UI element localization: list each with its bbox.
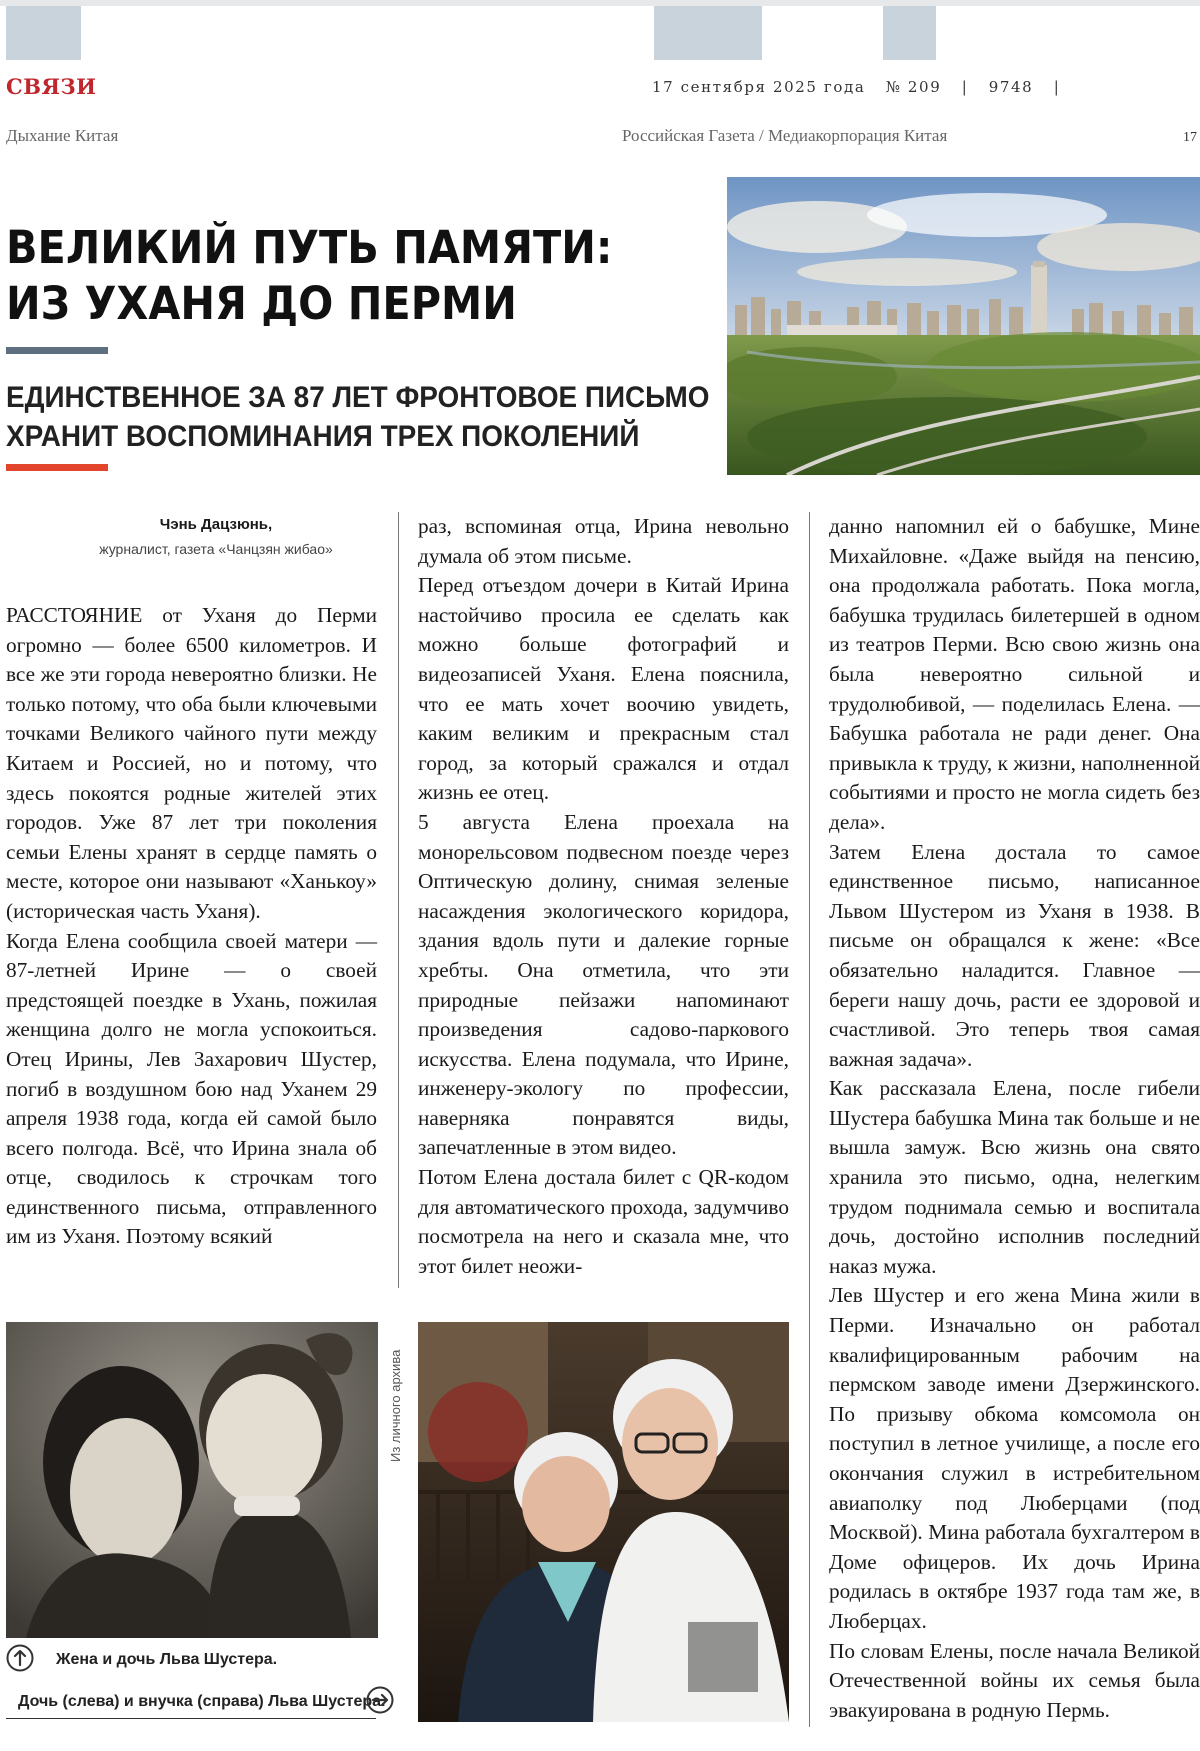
headline [6,220,650,332]
header-tab-block [883,6,936,60]
caption-2 [6,1684,398,1720]
caption-1 [6,1642,386,1678]
article-column-2 [418,512,789,1281]
header-tab-block [654,6,762,60]
subheadline [6,378,713,456]
paragraph: Когда Елена сообщила своей матери — 87-летней Ирине — о своей предстоящей поездке в Ухань, пожилая женщина долго не могла успокоиться. Отец Ирины, Лев Захарович Шустер, погиб в воздушном бою над Уханем 29 апреля 1938 года, когда ей самой было всего полгода. Всё, что Ирина знала об отце, сводилось к строчкам того единственного письма, отправленного им из Уханя. Поэтому всякий [6,928,377,1249]
arrow-up-icon [6,1644,34,1672]
paragraph: данно напомнил ей о бабушке, Мине Михайловне. «Даже выйдя на пенсию, она продолжала работать. Пока могла, бабушка трудилась билетершей в одном из театров Перми. Всю свою жизнь она была невероятно сильной и трудолюбивой, — поделилась Елена. — Бабушка работала не ради денег. Она привыкла к труду, к жизни, наполненной событиями и просто не могла сидеть без дела». [829,514,1200,834]
header-tab-block [6,6,81,60]
paragraph: Потом Елена достала билет с QR-кодом для автоматического прохода, задумчиво посмотрела на него и сказала мне, что этот билет неожи- [418,1165,789,1278]
dateline [652,78,1074,96]
separator: | [961,78,969,96]
paragraph: РАССТОЯНИЕ от Уханя до Перми огромно — более 6500 километров. И все же эти города невероятно близки. Не только потому, что оба были ключевыми точками Великого чайного пути между Китаем и Россией, но и потому, что здесь покоятся родные жителей этих городов. Уже 87 лет три поколения семьи Елены хранят в сердце память о месте, которое они называют «Ханькоу» (историческая часть Уханя). [6,603,377,923]
column-divider [398,512,399,1288]
rubric: Дыхание Китая [6,126,119,145]
archive-photo-wife-and-daughter [6,1322,378,1638]
section-name: СВЯЗИ [6,74,97,99]
issue-date: 17 сентября 2025 года [652,78,866,96]
headline-rule [6,347,108,354]
page-number: 17 [1183,130,1197,145]
column-divider [809,512,810,1727]
photo-daughter-and-granddaughter [418,1322,789,1722]
total-number: 9748 [988,78,1034,96]
arrow-right-icon [366,1686,394,1714]
subhead-line-2: ХРАНИТ ВОСПОМИНАНИЯ ТРЕХ ПОКОЛЕНИЙ [6,420,640,453]
byline [6,516,386,557]
headline-line-2: ИЗ УХАНЯ ДО ПЕРМИ [6,277,517,330]
article-column-1 [6,601,377,1252]
author-name: Чэнь Дацзюнь, [159,516,273,533]
paragraph: Как рассказала Елена, после гибели Шустера бабушка Мина так больше и не вышла замуж. Всю жизнь она свято хранила это письмо, одна, нелегким трудом поднимала семью и воспитала дочь, достойно исполнив последний наказ мужа. [829,1076,1200,1278]
author-role: журналист, газета «Чанцзян жибао» [99,541,333,557]
caption-rule [6,1718,376,1719]
caption-text: Дочь (слева) и внучка (справа) Льва Шустера. [18,1693,386,1710]
subhead-line-1: ЕДИНСТВЕННОЕ ЗА 87 ЛЕТ ФРОНТОВОЕ ПИСЬМО [6,381,710,414]
paragraph: Перед отъездом дочери в Китай Ирина настойчиво просила ее сделать как можно больше фотографий и видеозаписей Уханя. Елена пояснила, что ее мать хочет воочию увидеть, каким великим и прекрасным стал город, за который сражался и отдал жизнь ее отец. [418,573,789,805]
subhead-rule [6,464,108,471]
paragraph: По словам Елены, после начала Великой Отечественной войны их семья была эвакуирована в родную Пермь. [829,1638,1200,1722]
masthead: Российская Газета / Медиакорпорация Китая [622,126,948,145]
paragraph: 5 августа Елена проехала на монорельсовом подвесном поезде через Оптическую долину, снимая зеленые насаждения экологического коридора, здания вдоль пути и далекие горные хребты. Она отметила, что эти природные пейзажи напоминают произведения садово-паркового искусства. Елена подумала, что Ирине, инженеру-экологу по профессии, наверняка понравятся виды, запечатленные в этом видео. [418,809,789,1160]
hero-photo-wuhan-skyline [727,177,1200,475]
top-bar [0,0,1200,6]
paragraph: раз, вспоминая отца, Ирина невольно думала об этом письме. [418,514,789,568]
paragraph: Затем Елена достала то самое единственное письмо, написанное Львом Шустером из Уханя в 1938. В письме он обращался к жене: «Все обязательно наладится. Главное — береги нашу дочь, расти ее здоровой и счастливой. Это теперь твоя самая важная задача». [829,839,1200,1071]
headline-line-1: ВЕЛИКИЙ ПУТЬ ПАМЯТИ: [6,221,613,274]
issue-number: № 209 [885,78,942,96]
article-column-3 [829,512,1200,1725]
paragraph: Лев Шустер и его жена Мина жили в Перми. Изначально он работал квалифицированным рабочим на пермском заводе имени Дзержинского. По призыву обкома комсомола он поступил в летное училище, а после его окончания служил в истребительном авиаполку под Люберцами (под Москвой). Мина работала бухгалтером в Доме офицеров. Их дочь Ирина родилась в октябре 1937 года там же, в Люберцах. [829,1283,1200,1633]
caption-text: Жена и дочь Льва Шустера. [56,1651,278,1668]
photo-credit: Из личного архива [388,1349,403,1462]
separator: | [1053,78,1061,96]
